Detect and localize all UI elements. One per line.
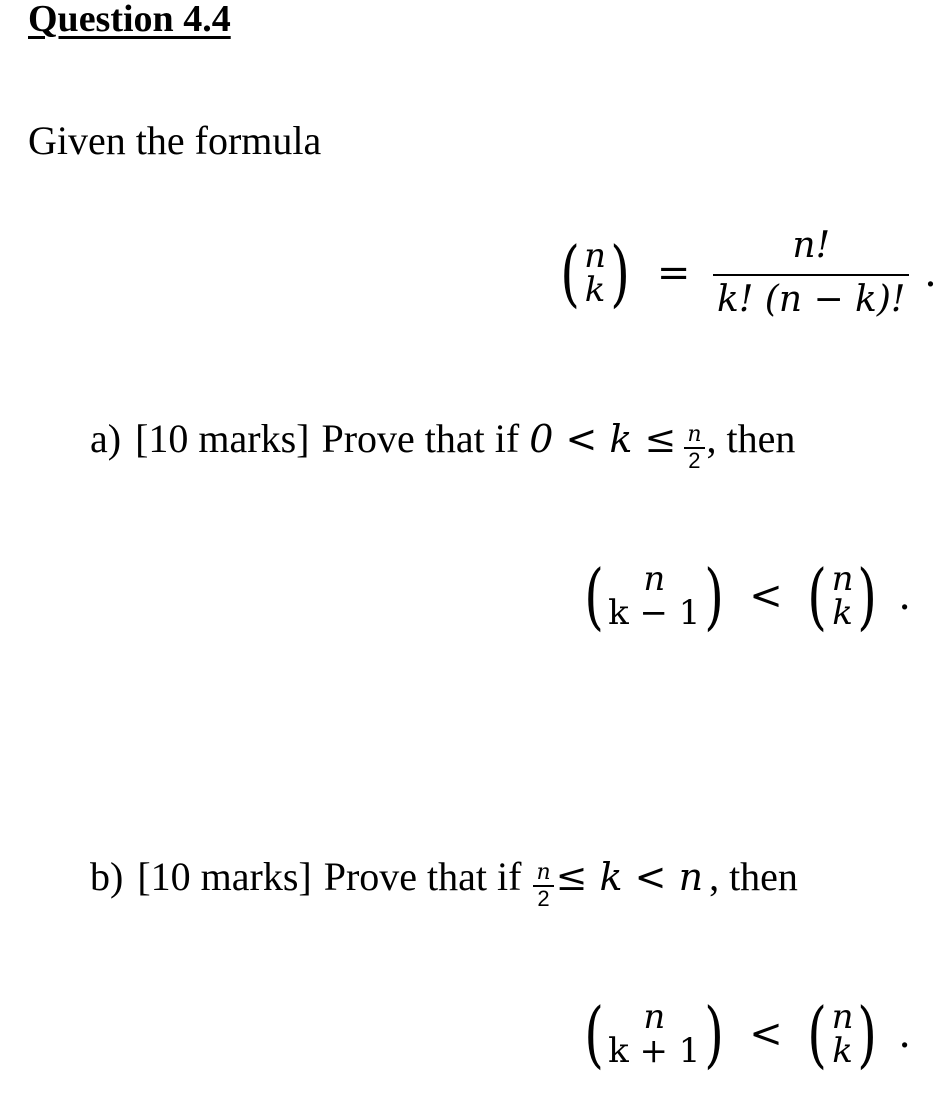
part-b-inequality: [580, 992, 912, 1076]
binom-bottom: k: [832, 593, 853, 633]
part-a-half-fraction: [684, 423, 704, 473]
binomial-coefficient: [556, 231, 634, 315]
left-paren: (: [807, 554, 828, 638]
equals-sign: =: [656, 250, 691, 296]
half-numerator: n: [533, 861, 553, 887]
part-b-trail: , then: [709, 854, 798, 899]
binom-top: n: [643, 997, 666, 1037]
inequality-period: .: [898, 1011, 912, 1057]
part-a-trail: , then: [706, 416, 796, 461]
question-title: Question 4.4: [28, 0, 231, 40]
inequality-period: .: [898, 573, 912, 619]
half-denominator: 2: [537, 886, 550, 911]
fraction-numerator: n!: [713, 222, 909, 276]
left-paren: (: [584, 992, 604, 1076]
part-b-statement: [90, 854, 798, 911]
part-b-text: Prove that if: [323, 854, 522, 899]
fraction-denominator: k! (n − k)!: [717, 279, 906, 320]
intro-text: Given the formula: [28, 118, 322, 163]
less-than-sign: <: [749, 573, 783, 619]
part-a-label: a): [90, 416, 122, 461]
part-a-inequality: [580, 554, 912, 638]
right-paren: ): [704, 554, 725, 638]
left-paren: (: [560, 231, 580, 315]
half-numerator: n: [684, 423, 704, 449]
binom-left: [580, 554, 729, 638]
binom-top: n: [584, 236, 606, 276]
binom-top: n: [831, 997, 854, 1037]
part-b-marks: [10 marks]: [137, 854, 312, 899]
binom-left: [580, 992, 729, 1076]
half-denominator: 2: [688, 448, 701, 473]
formula-fraction: [713, 222, 909, 324]
binom-top: n: [643, 559, 666, 599]
part-a-text: Prove that if: [321, 416, 520, 461]
binom-top: n: [831, 559, 854, 599]
binom-bottom: k: [584, 270, 606, 310]
binom-right: [803, 992, 881, 1076]
left-paren: (: [807, 992, 828, 1076]
binom-right: [803, 554, 881, 638]
part-b-half-fraction: [533, 861, 553, 911]
right-paren: ): [857, 554, 878, 638]
binom-bottom: k + 1: [608, 1031, 701, 1071]
right-paren: ): [610, 231, 630, 315]
less-than-sign: <: [749, 1011, 783, 1057]
part-b-condition: ≤ k < n: [555, 855, 704, 899]
right-paren: ): [704, 992, 725, 1076]
formula-period: .: [924, 250, 937, 296]
part-b-label: b): [90, 854, 124, 899]
left-paren: (: [584, 554, 604, 638]
part-a-marks: [10 marks]: [135, 416, 310, 461]
right-paren: ): [857, 992, 878, 1076]
binom-bottom: k: [832, 1031, 853, 1071]
part-a-condition: 0 < k ≤: [529, 417, 677, 461]
part-a-statement: [90, 416, 795, 473]
binomial-formula: [556, 222, 937, 324]
binom-bottom: k − 1: [608, 593, 701, 633]
